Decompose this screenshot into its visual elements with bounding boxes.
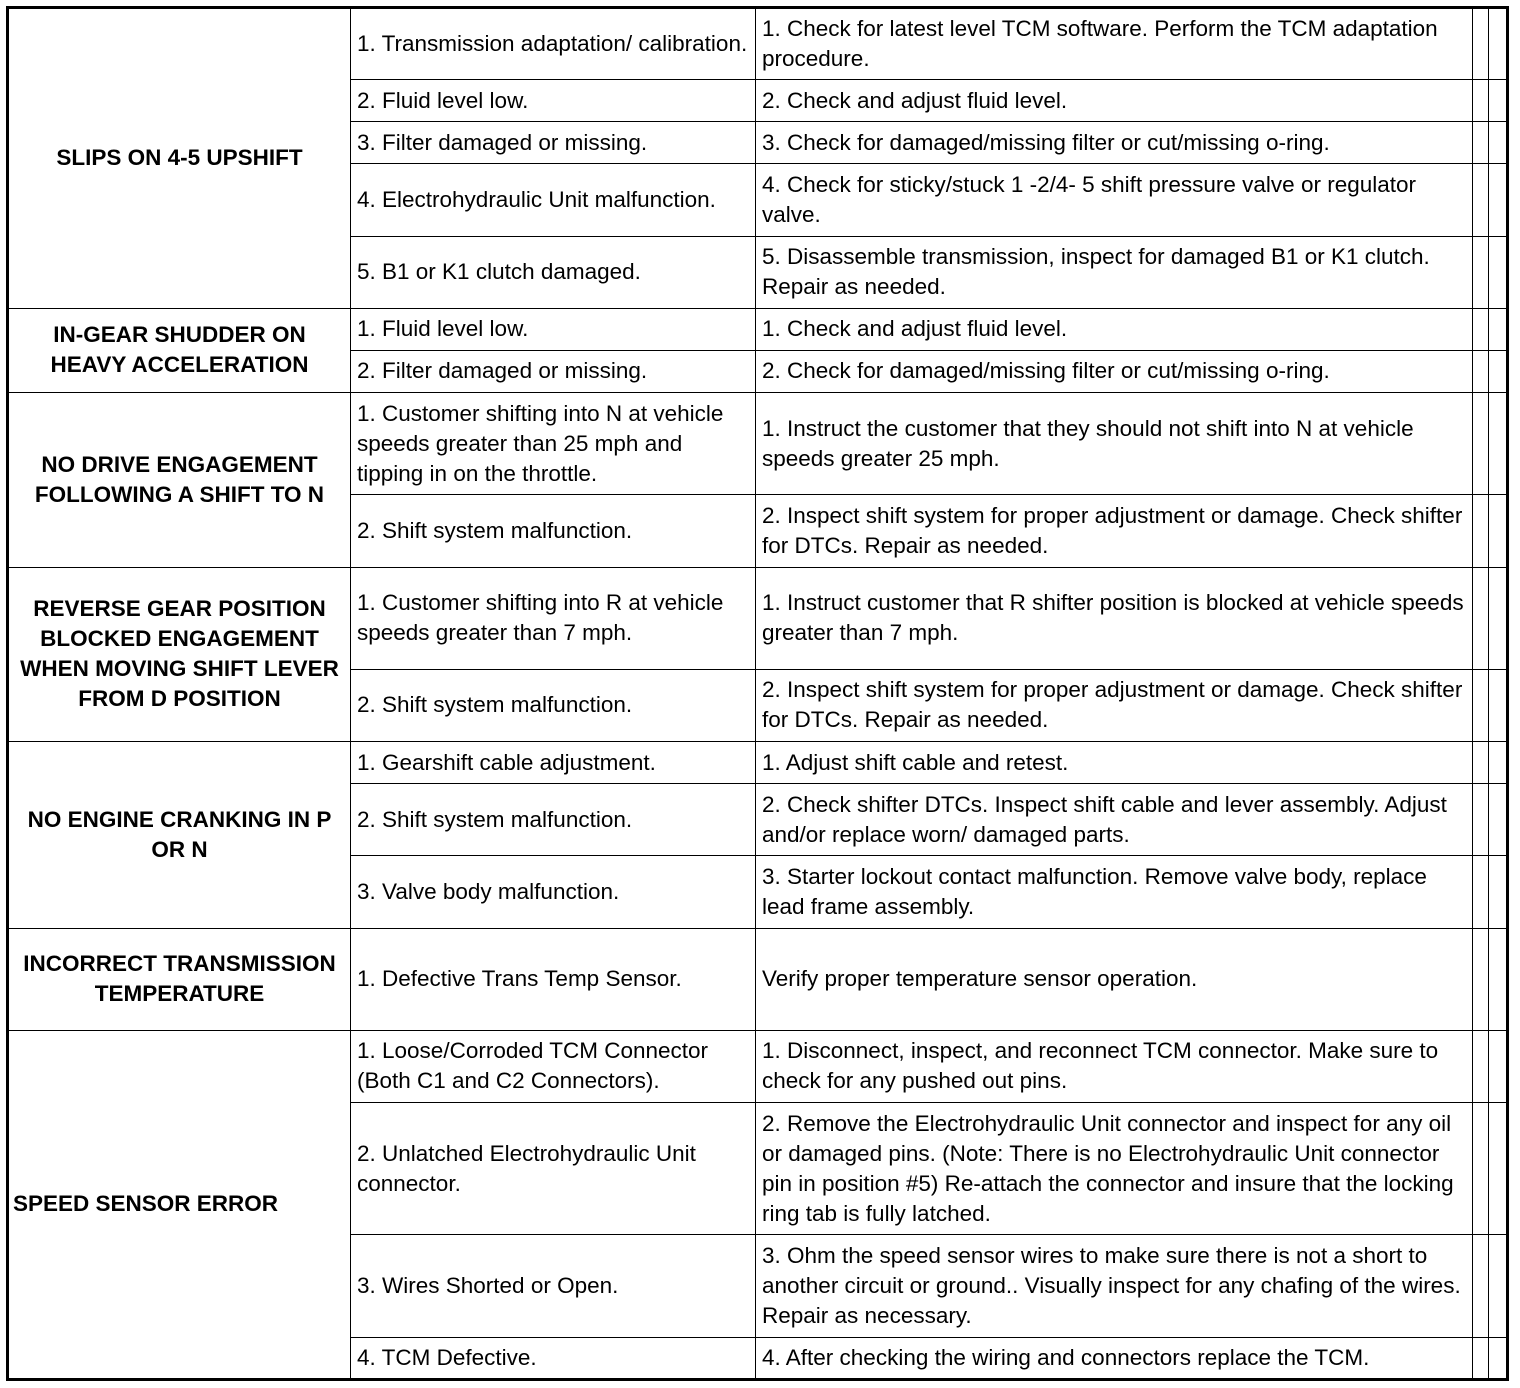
checkbox-cell	[1489, 80, 1508, 122]
action-cell: 1. Instruct customer that R shifter position is blocked at vehicle speeds greater than 7 mph.	[756, 567, 1473, 669]
checkbox-cell	[1473, 1103, 1489, 1235]
action-cell: 3. Check for damaged/missing filter or cut/missing o-ring.	[756, 122, 1473, 164]
action-cell: 2. Check for damaged/missing filter or cut/missing o-ring.	[756, 350, 1473, 392]
cause-cell: 3. Wires Shorted or Open.	[351, 1235, 756, 1337]
action-cell: 1. Adjust shift cable and retest.	[756, 742, 1473, 784]
checkbox-cell	[1489, 308, 1508, 350]
checkbox-cell	[1473, 567, 1489, 669]
action-cell: 2. Remove the Electrohydraulic Unit connector and inspect for any oil or damaged pins. (Note: There is no Electrohydraulic Unit connector pin in position #5) Re-attach the connector and insure that the locking ring tab is fully latched.	[756, 1103, 1473, 1235]
cause-cell: 5. B1 or K1 clutch damaged.	[351, 236, 756, 308]
checkbox-cell	[1473, 1337, 1489, 1379]
checkbox-cell	[1473, 1235, 1489, 1337]
checkbox-cell	[1473, 856, 1489, 928]
checkbox-cell	[1473, 8, 1489, 80]
action-cell: 3. Starter lockout contact malfunction. Remove valve body, replace lead frame assembly.	[756, 856, 1473, 928]
checkbox-cell	[1473, 80, 1489, 122]
checkbox-cell	[1473, 122, 1489, 164]
cause-cell: 1. Loose/Corroded TCM Connector (Both C1 and C2 Connectors).	[351, 1030, 756, 1102]
checkbox-cell	[1489, 122, 1508, 164]
cause-cell: 3. Filter damaged or missing.	[351, 122, 756, 164]
table-row	[8, 8, 1508, 80]
checkbox-cell	[1473, 236, 1489, 308]
action-cell: 2. Check shifter DTCs. Inspect shift cable and lever assembly. Adjust and/or replace worn/ damaged parts.	[756, 784, 1473, 856]
checkbox-cell	[1489, 742, 1508, 784]
symptom-cell: SPEED SENSOR ERROR	[8, 1030, 351, 1379]
checkbox-cell	[1489, 856, 1508, 928]
checkbox-cell	[1473, 1030, 1489, 1102]
checkbox-cell	[1489, 1103, 1508, 1235]
checkbox-cell	[1489, 1235, 1508, 1337]
action-cell: 1. Check and adjust fluid level.	[756, 308, 1473, 350]
action-cell: 2. Check and adjust fluid level.	[756, 80, 1473, 122]
checkbox-cell	[1489, 1030, 1508, 1102]
cause-cell: 1. Transmission adaptation/ calibration.	[351, 8, 756, 80]
action-cell: 1. Check for latest level TCM software. Perform the TCM adaptation procedure.	[756, 8, 1473, 80]
cause-cell: 1. Customer shifting into N at vehicle speeds greater than 25 mph and tipping in on the throttle.	[351, 393, 756, 495]
action-cell: 2. Inspect shift system for proper adjustment or damage. Check shifter for DTCs. Repair as needed.	[756, 669, 1473, 741]
cause-cell: 2. Filter damaged or missing.	[351, 350, 756, 392]
symptom-cell: SLIPS ON 4-5 UPSHIFT	[8, 8, 351, 309]
table-row	[8, 1030, 1508, 1102]
table-row	[8, 393, 1508, 495]
checkbox-cell	[1489, 8, 1508, 80]
checkbox-cell	[1473, 669, 1489, 741]
table-row	[8, 567, 1508, 669]
action-cell: 5. Disassemble transmission, inspect for damaged B1 or K1 clutch. Repair as needed.	[756, 236, 1473, 308]
diagnosis-table	[6, 6, 1509, 1381]
checkbox-cell	[1473, 928, 1489, 1030]
checkbox-cell	[1473, 164, 1489, 236]
checkbox-cell	[1473, 350, 1489, 392]
cause-cell: 1. Gearshift cable adjustment.	[351, 742, 756, 784]
cause-cell: 4. Electrohydraulic Unit malfunction.	[351, 164, 756, 236]
action-cell: 3. Ohm the speed sensor wires to make sure there is not a short to another circuit or ground.. Visually inspect for any chafing of the wires. Repair as necessary.	[756, 1235, 1473, 1337]
checkbox-cell	[1489, 669, 1508, 741]
table-row	[8, 308, 1508, 350]
symptom-cell: INCORRECT TRANSMISSION TEMPERATURE	[8, 928, 351, 1030]
cause-cell: 2. Fluid level low.	[351, 80, 756, 122]
diagnosis-table-body	[8, 8, 1508, 1380]
checkbox-cell	[1489, 495, 1508, 567]
checkbox-cell	[1489, 393, 1508, 495]
checkbox-cell	[1473, 308, 1489, 350]
cause-cell: 4. TCM Defective.	[351, 1337, 756, 1379]
cause-cell: 2. Shift system malfunction.	[351, 669, 756, 741]
action-cell: 4. After checking the wiring and connectors replace the TCM.	[756, 1337, 1473, 1379]
checkbox-cell	[1489, 567, 1508, 669]
cause-cell: 3. Valve body malfunction.	[351, 856, 756, 928]
symptom-cell: NO ENGINE CRANKING IN P OR N	[8, 742, 351, 929]
cause-cell: 1. Defective Trans Temp Sensor.	[351, 928, 756, 1030]
cause-cell: 2. Shift system malfunction.	[351, 495, 756, 567]
checkbox-cell	[1489, 928, 1508, 1030]
action-cell: 4. Check for sticky/stuck 1 -2/4- 5 shift pressure valve or regulator valve.	[756, 164, 1473, 236]
checkbox-cell	[1473, 784, 1489, 856]
checkbox-cell	[1473, 742, 1489, 784]
action-cell: Verify proper temperature sensor operation.	[756, 928, 1473, 1030]
table-row	[8, 742, 1508, 784]
checkbox-cell	[1489, 164, 1508, 236]
checkbox-cell	[1489, 350, 1508, 392]
action-cell: 1. Instruct the customer that they should not shift into N at vehicle speeds greater 25 mph.	[756, 393, 1473, 495]
checkbox-cell	[1489, 1337, 1508, 1379]
symptom-cell: IN-GEAR SHUDDER ON HEAVY ACCELERATION	[8, 308, 351, 392]
checkbox-cell	[1473, 495, 1489, 567]
cause-cell: 1. Customer shifting into R at vehicle speeds greater than 7 mph.	[351, 567, 756, 669]
checkbox-cell	[1489, 236, 1508, 308]
checkbox-cell	[1473, 393, 1489, 495]
table-row	[8, 928, 1508, 1030]
symptom-cell: NO DRIVE ENGAGEMENT FOLLOWING A SHIFT TO N	[8, 393, 351, 568]
action-cell: 1. Disconnect, inspect, and reconnect TCM connector. Make sure to check for any pushed out pins.	[756, 1030, 1473, 1102]
checkbox-cell	[1489, 784, 1508, 856]
cause-cell: 2. Unlatched Electrohydraulic Unit connector.	[351, 1103, 756, 1235]
cause-cell: 2. Shift system malfunction.	[351, 784, 756, 856]
symptom-cell: REVERSE GEAR POSITION BLOCKED ENGAGEMENT WHEN MOVING SHIFT LEVER FROM D POSITION	[8, 567, 351, 742]
action-cell: 2. Inspect shift system for proper adjustment or damage. Check shifter for DTCs. Repair as needed.	[756, 495, 1473, 567]
cause-cell: 1. Fluid level low.	[351, 308, 756, 350]
